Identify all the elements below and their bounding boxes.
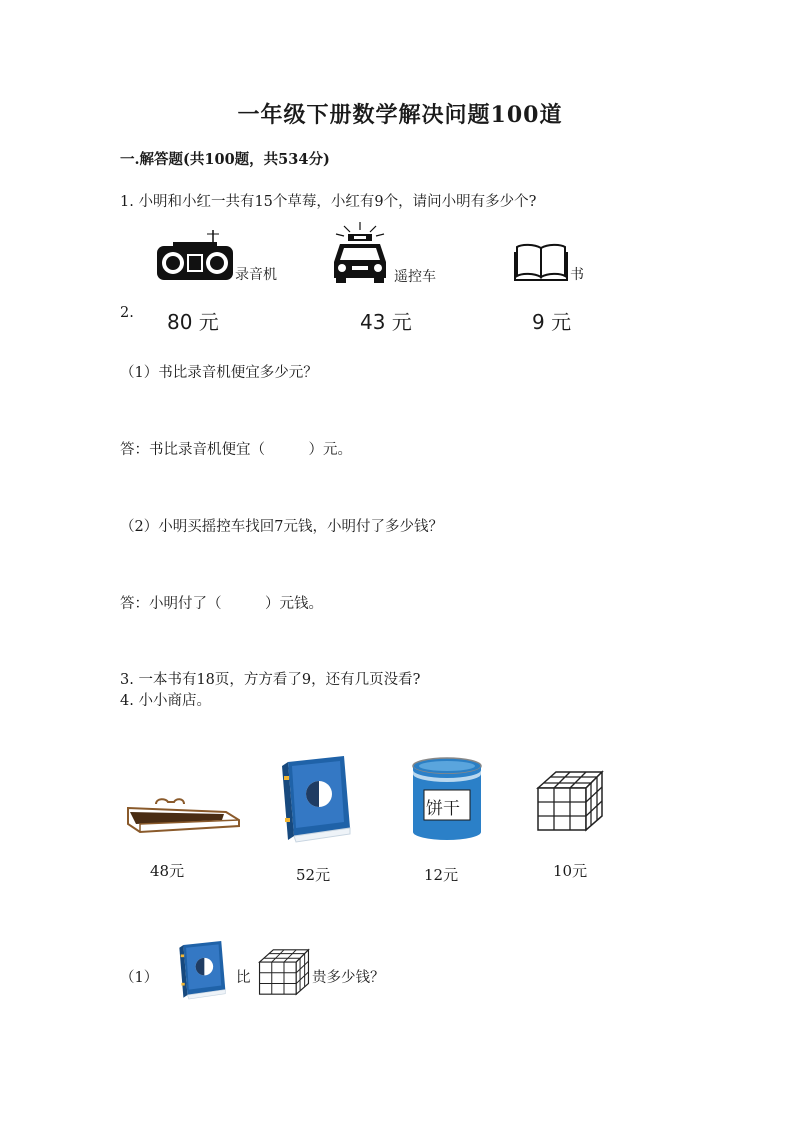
car-price: 43 元 xyxy=(360,310,412,334)
q2-sub2: （2）小明买摇控车找回7元钱，小明付了多少钱？ xyxy=(120,519,443,535)
q2-answer1: 答：书比录音机便宜（ ）元。 xyxy=(120,442,352,458)
question-3: 3. 一本书有18页，方方看了9，还有几页没看? xyxy=(120,672,421,688)
q4-sub1-suffix: 贵多少钱？ xyxy=(312,970,385,986)
q2-answer2: 答：小明付了（ ）元钱。 xyxy=(120,596,323,612)
pencil-case-price: 48元 xyxy=(150,862,185,880)
q2-sub1: （1）书比录音机便宜多少元？ xyxy=(120,365,318,381)
car-label: 遥控车 xyxy=(394,269,436,285)
blue-book-price: 52元 xyxy=(296,866,331,884)
blue-book-icon xyxy=(178,940,228,1000)
q4-sub1-prefix: （1） xyxy=(120,970,159,986)
radio-price: 80 元 xyxy=(167,310,219,334)
question-2-number: 2. xyxy=(120,305,134,321)
biscuit-label: 饼干 xyxy=(426,799,460,819)
book-label: 书 xyxy=(570,267,584,283)
pencil-case-icon xyxy=(126,796,241,838)
page-title: 一年级下册数学解决问题100道 xyxy=(237,102,563,128)
q4-sub1-mid: 比 xyxy=(236,970,251,986)
rubiks-cube-icon xyxy=(258,948,310,996)
question-4: 4. 小小商店。 xyxy=(120,693,211,709)
rubiks-cube-icon xyxy=(536,770,604,832)
blue-book-icon xyxy=(280,756,354,842)
radio-label: 录音机 xyxy=(235,267,277,283)
cube-price: 10元 xyxy=(553,862,588,880)
question-1: 1. 小明和小红一共有15个草莓，小红有9个，请问小明有多少个? xyxy=(120,194,537,210)
section-heading: 一.解答题(共100题，共534分) xyxy=(120,151,330,168)
open-book-icon xyxy=(514,244,568,282)
police-car-icon xyxy=(330,222,390,284)
radio-icon xyxy=(155,228,235,284)
book-price: 9 元 xyxy=(532,310,572,334)
biscuit-price: 12元 xyxy=(424,866,459,884)
